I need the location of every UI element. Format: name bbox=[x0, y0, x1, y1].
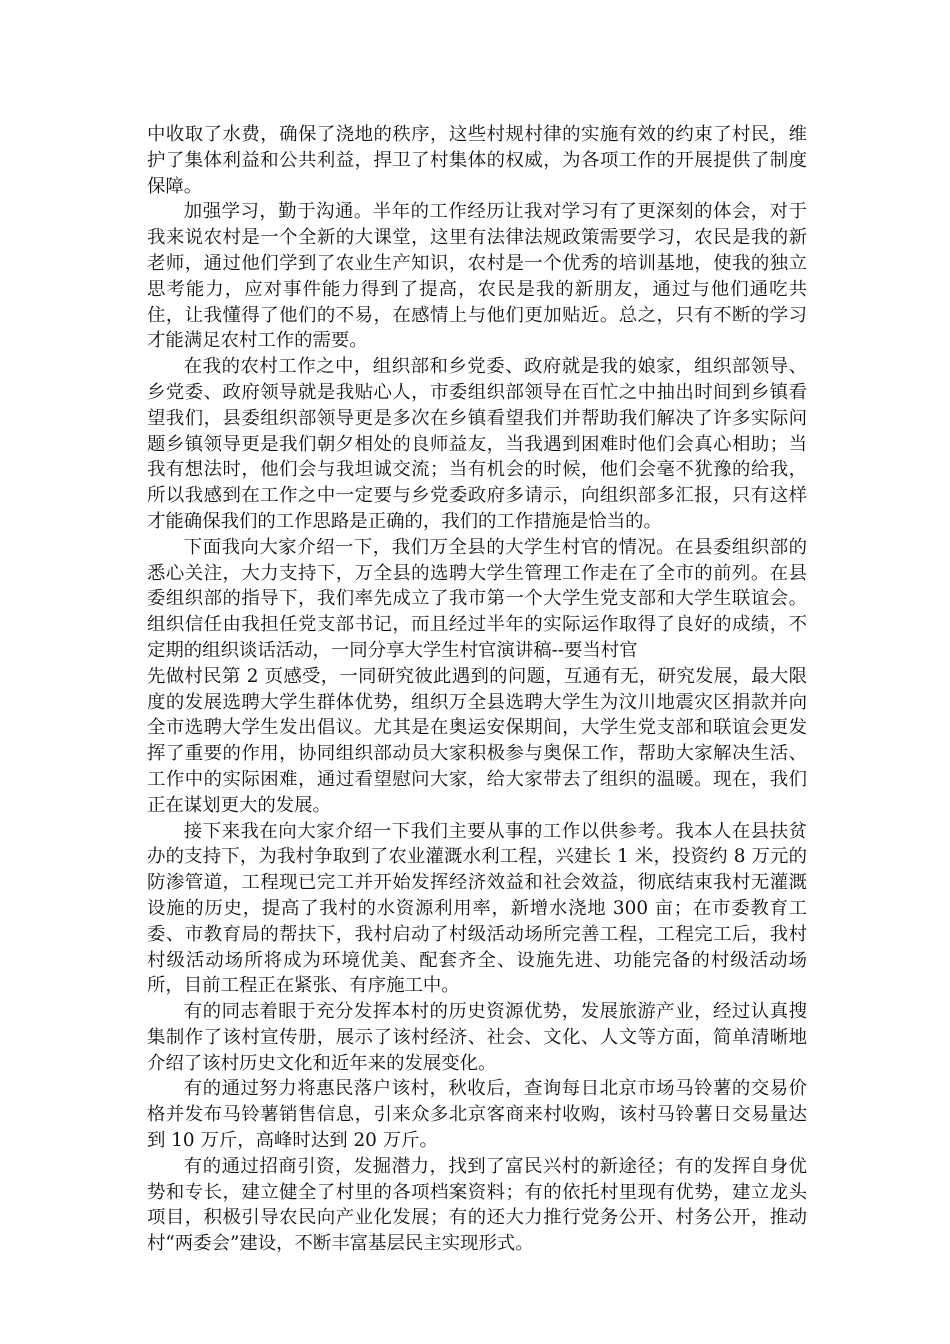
paragraph-8: 有的通过努力将惠民落户该村，秋收后，查询每日北京市场马铃薯的交易价格并发布马铃薯销售信息，引来众多北京客商来村收购，该村马铃薯日交易量达到 10 万斤，高峰时达到 20 万斤。 bbox=[147, 1078, 807, 1152]
paragraph-7: 有的同志着眼于充分发挥本村的历史资源优势，发展旅游产业，经过认真搜集制作了该村宣传册，展示了该村经济、社会、文化、人文等方面，简单清晰地介绍了该村历史文化和近年来的发展变化。 bbox=[147, 1001, 807, 1074]
paragraph-4: 下面我向大家介绍一下，我们万全县的大学生村官的情况。在县委组织部的悉心关注，大力支持下，万全县的选聘大学生管理工作走在了全市的前列。在县委组织部的指导下，我们率先成立了我市第一个大学生党支部和大学生联谊会。组织信任由我担任党支部书记，而且经过半年的实际运作取得了良好的成绩，不定期的组织谈话活动，一同分享大学生村官演讲稿--要当村官 bbox=[147, 536, 807, 661]
paragraph-2: 加强学习，勤于沟通。半年的工作经历让我对学习有了更深刻的体会，对于我来说农村是一个全新的大课堂，这里有法律法规政策需要学习，农民是我的新老师，通过他们学到了农业生产知识，农村是一个优秀的培训基地，使我的独立思考能力，应对事件能力得到了提高，农民是我的新朋友，通过与他们通吃共住，让我懂得了他们的不易，在感情上与他们更加贴近。总之，只有不断的学习才能满足农村工作的需要。 bbox=[147, 201, 807, 352]
paragraph-1: 中收取了水费，确保了浇地的秩序，这些村规村律的实施有效的约束了村民，维护了集体利益和公共利益，捍卫了村集体的权威，为各项工作的开展提供了制度保障。 bbox=[147, 124, 807, 197]
paragraph-5: 先做村民第 2 页感受，一同研究彼此遇到的问题，互通有无，研究发展，最大限度的发展选聘大学生群体优势，组织万全县选聘大学生为汶川地震灾区捐款并向全市选聘大学生发出倡议。尤其是在奥运安保期间，大学生党支部和联谊会更发挥了重要的作用，协同组织部动员大家积极参与奥保工作，帮助大家解决生活、工作中的实际困难，通过看望慰问大家，给大家带去了组织的温暖。现在，我们正在谋划更大的发展。 bbox=[147, 665, 807, 816]
document-body bbox=[147, 122, 807, 1257]
paragraph-3: 在我的农村工作之中，组织部和乡党委、政府就是我的娘家，组织部领导、乡党委、政府领导就是我贴心人，市委组织部领导在百忙之中抽出时间到乡镇看望我们，县委组织部领导更是多次在乡镇看望我们并帮助我们解决了许多实际问题乡镇领导更是我们朝夕相处的良师益友，当我遇到困难时他们会真心相助；当我有想法时，他们会与我坦诚交流；当有机会的时候，他们会毫不犹豫的给我，所以我感到在工作之中一定要与乡党委政府多请示，向组织部多汇报，只有这样才能确保我们的工作思路是正确的，我们的工作措施是恰当的。 bbox=[147, 356, 807, 532]
paragraph-9: 有的通过招商引资，发掘潜力，找到了富民兴村的新途径；有的发挥自身优势和专长，建立健全了村里的各项档案资料；有的依托村里现有优势，建立龙头项目，积极引导农民向产业化发展；有的还大力推行党务公开、村务公开，推动村“两委会”建设，不断丰富基层民主实现形式。 bbox=[147, 1155, 807, 1255]
paragraph-6: 接下来我在向大家介绍一下我们主要从事的工作以供参考。我本人在县扶贫办的支持下，为我村争取到了农业灌溉水利工程，兴建长 1 米，投资约 8 万元的防渗管道，工程现已完工并开始发挥经济效益和社会效益，彻底结束我村无灌溉设施的历史，提高了我村的水资源利用率，新增水浇地 300 亩；在市委教育工委、市教育局的帮扶下，我村启动了村级活动场所完善工程，工程完工后，我村村级活动场所将成为环境优美、配套齐全、设施先进、功能完备的村级活动场所，目前工程正在紧张、有序施工中。 bbox=[147, 820, 807, 997]
